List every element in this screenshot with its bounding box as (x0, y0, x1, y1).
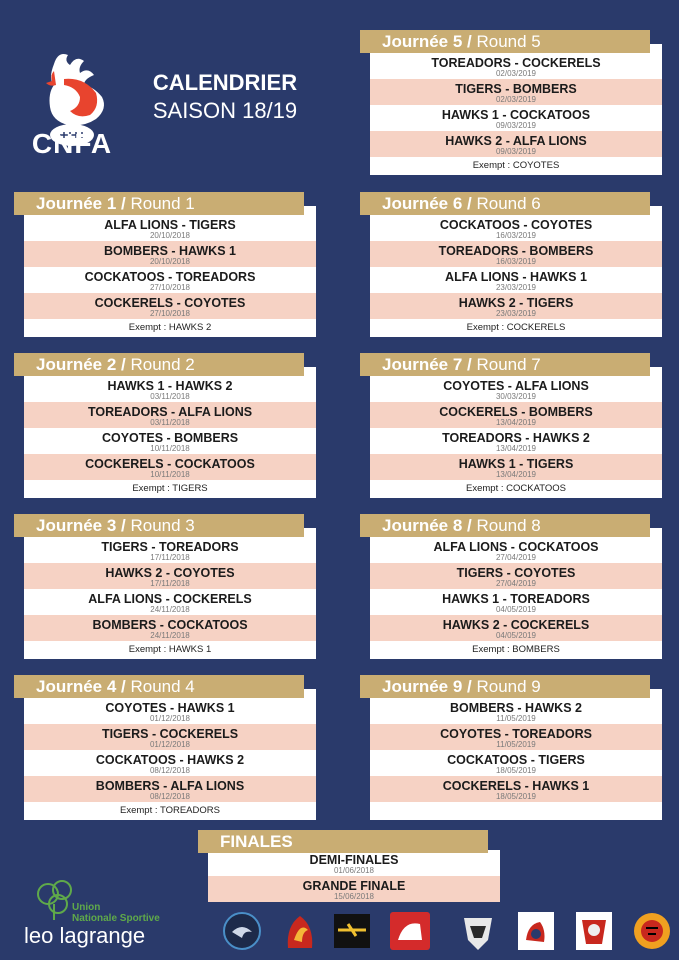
match-label: BOMBERS - ALFA LIONS (95, 779, 245, 793)
header-separator: / (462, 194, 477, 213)
match-row (370, 615, 662, 641)
match-date: 10/11/2018 (150, 444, 190, 453)
match-label: TIGERS - COYOTES (456, 566, 576, 580)
match-date: 01/12/2018 (149, 714, 191, 723)
match-date: 27/04/2019 (495, 579, 537, 588)
match-label: HAWKS 2 - TIGERS (458, 296, 574, 310)
finales-header: FINALES (198, 830, 488, 853)
match-label: ALFA LIONS - TIGERS (104, 218, 236, 232)
round-body (370, 367, 662, 498)
round-label: Round 5 (476, 32, 541, 51)
header-separator: / (462, 32, 477, 51)
finales-body (208, 850, 500, 902)
match-row (370, 724, 662, 750)
match-label: HAWKS 1 - HAWKS 2 (107, 379, 233, 393)
match-row (24, 589, 316, 615)
match-row (24, 750, 316, 776)
match-date: 23/03/2019 (495, 309, 537, 318)
match-row (24, 454, 316, 480)
match-label: HAWKS 2 - ALFA LIONS (445, 134, 587, 148)
match-row (24, 724, 316, 750)
round-body (370, 206, 662, 337)
match-label: HAWKS 2 - COYOTES (105, 566, 235, 580)
journee-label: Journée 3 (36, 516, 117, 535)
round-header (14, 192, 304, 215)
coyotes-club-logo-icon (280, 910, 320, 952)
match-row (24, 241, 316, 267)
ull-line2: Nationale Sportive (72, 913, 160, 924)
match-label: COCKATOOS - TOREADORS (84, 270, 256, 284)
round-label: Round 4 (130, 677, 195, 696)
match-date: 02/03/2019 (495, 69, 537, 78)
tigers-club-logo-icon (632, 910, 672, 952)
match-label: TOREADORS - BOMBERS (438, 244, 594, 258)
match-row (24, 776, 316, 802)
journee-label: Journée 7 (382, 355, 463, 374)
match-label: COCKATOOS - TIGERS (447, 753, 585, 767)
match-date: 09/03/2019 (495, 121, 537, 130)
match-label: COYOTES - BOMBERS (101, 431, 239, 445)
round-body (370, 689, 662, 820)
exempt-label: Exempt : HAWKS 2 (128, 322, 212, 333)
match-row (370, 376, 662, 402)
exempt-label: Exempt : TIGERS (132, 483, 208, 494)
finale-row (208, 876, 500, 902)
match-row (370, 698, 662, 724)
exempt-label: Exempt : COCKATOOS (466, 483, 566, 494)
round-label: Round 8 (476, 516, 541, 535)
round-label: Round 9 (476, 677, 541, 696)
match-label: TOREADORS - ALFA LIONS (87, 405, 253, 419)
match-row (24, 615, 316, 641)
match-row (370, 293, 662, 319)
match-date: 16/03/2019 (495, 257, 537, 266)
match-row (370, 105, 662, 131)
round-header (14, 675, 304, 698)
club-logos (220, 910, 675, 956)
exempt-label: Exempt : COCKERELS (466, 322, 566, 333)
match-row (370, 79, 662, 105)
match-row (370, 267, 662, 293)
header-separator: / (116, 516, 131, 535)
match-label: TOREADORS - COCKERELS (431, 56, 601, 70)
page-title: CALENDRIER (152, 70, 298, 95)
match-row (370, 563, 662, 589)
round-header (360, 30, 650, 53)
journee-label: Journée 5 (382, 32, 463, 51)
journee-label: Journée 1 (36, 194, 117, 213)
match-label: COYOTES - TOREADORS (440, 727, 592, 741)
match-date: 13/04/2019 (495, 418, 537, 427)
round-header (360, 675, 650, 698)
match-date: 11/05/2019 (496, 740, 536, 749)
match-label: TIGERS - COCKERELS (101, 727, 239, 741)
match-row (370, 454, 662, 480)
header-separator: / (116, 355, 131, 374)
header-separator: / (462, 677, 477, 696)
match-row (370, 215, 662, 241)
exempt-label: Exempt : TOREADORS (120, 805, 220, 816)
match-row (370, 750, 662, 776)
round-label: Round 7 (476, 355, 541, 374)
match-label: COCKERELS - BOMBERS (439, 405, 593, 419)
match-label: TOREADORS - HAWKS 2 (442, 431, 590, 445)
match-row (370, 241, 662, 267)
match-row (370, 402, 662, 428)
match-date: 04/05/2019 (495, 631, 537, 640)
match-label: COCKERELS - HAWKS 1 (442, 779, 590, 793)
match-date: 02/03/2019 (495, 95, 537, 104)
ull-name: leo lagrange (24, 923, 146, 948)
header-separator: / (116, 194, 131, 213)
match-label: DEMI-FINALES (309, 853, 399, 867)
exempt-label: Exempt : HAWKS 1 (128, 644, 212, 655)
match-label: GRANDE FINALE (302, 879, 406, 893)
match-label: BOMBERS - COCKATOOS (92, 618, 248, 632)
match-date: 30/03/2019 (495, 392, 537, 401)
match-date: 08/12/2018 (149, 792, 191, 801)
journee-label: Journée 4 (36, 677, 117, 696)
match-label: TIGERS - TOREADORS (101, 540, 239, 554)
match-label: COCKATOOS - COYOTES (439, 218, 593, 232)
match-row (24, 402, 316, 428)
round-label: Round 2 (130, 355, 195, 374)
round-label: Round 6 (476, 194, 541, 213)
match-date: 08/12/2018 (149, 766, 191, 775)
match-label: ALFA LIONS - COCKERELS (88, 592, 252, 606)
match-date: 13/04/2019 (495, 444, 537, 453)
cnfa-logo-text: CNFA (31, 128, 113, 159)
round-header (360, 192, 650, 215)
match-label: COYOTES - ALFA LIONS (443, 379, 589, 393)
round-body (24, 528, 316, 659)
match-label: COCKERELS - COYOTES (94, 296, 246, 310)
cockerels-club-logo-icon (516, 910, 556, 952)
match-row (370, 53, 662, 79)
header-separator: / (462, 516, 477, 535)
match-date: 10/11/2018 (150, 470, 190, 479)
match-label: ALFA LIONS - HAWKS 1 (445, 270, 587, 284)
journee-label: Journée 6 (382, 194, 463, 213)
toreadors-club-logo-icon (574, 910, 614, 952)
header-separator: / (462, 355, 477, 374)
match-row (24, 698, 316, 724)
toulouse-hawks-club-logo-icon (458, 910, 498, 952)
match-label: HAWKS 2 - COCKERELS (442, 618, 590, 632)
match-row (24, 537, 316, 563)
round-label: Round 3 (130, 516, 195, 535)
exempt-label: Exempt : BOMBERS (472, 644, 560, 655)
match-date: 24/11/2018 (150, 631, 190, 640)
round-label: Round 1 (130, 194, 195, 213)
match-row (24, 376, 316, 402)
ull-line1: Union (72, 902, 101, 913)
match-row (370, 428, 662, 454)
match-date: 03/11/2018 (150, 392, 190, 401)
match-date: 23/03/2019 (495, 283, 537, 292)
match-date: 17/11/2018 (150, 553, 190, 562)
season-subtitle: SAISON 18/19 (152, 98, 298, 123)
match-label: BOMBERS - HAWKS 2 (450, 701, 582, 715)
match-date: 01/12/2018 (149, 740, 191, 749)
match-date: 27/04/2019 (495, 553, 537, 562)
lions-club-logo-icon (390, 910, 430, 952)
match-date: 24/11/2018 (150, 605, 190, 614)
match-date: 20/10/2018 (149, 231, 191, 240)
match-label: HAWKS 1 - COCKATOOS (441, 108, 591, 122)
match-date: 16/03/2019 (495, 231, 537, 240)
round-header (14, 514, 304, 537)
bx-bombers-club-logo-icon (332, 910, 372, 952)
journee-label: Journée 2 (36, 355, 117, 374)
match-row (24, 267, 316, 293)
match-row (24, 563, 316, 589)
journee-label: Journée 8 (382, 516, 463, 535)
round-header (14, 353, 304, 376)
match-label: HAWKS 1 - TIGERS (458, 457, 574, 471)
match-date: 20/10/2018 (149, 257, 191, 266)
match-date: 01/06/2018 (333, 866, 375, 875)
exempt-label: Exempt : COYOTES (472, 160, 560, 171)
match-label: COCKERELS - COCKATOOS (85, 457, 255, 471)
hawks-club-logo-icon (222, 910, 262, 952)
round-body (370, 44, 662, 175)
match-date: 13/04/2019 (495, 470, 537, 479)
match-date: 18/05/2019 (495, 792, 537, 801)
match-row (24, 293, 316, 319)
match-date: 09/03/2019 (495, 147, 537, 156)
journee-label: Journée 9 (382, 677, 463, 696)
match-label: BOMBERS - HAWKS 1 (104, 244, 236, 258)
match-label: TIGERS - BOMBERS (455, 82, 577, 96)
match-date: 17/11/2018 (150, 579, 190, 588)
match-date: 27/10/2018 (149, 283, 191, 292)
match-row (370, 131, 662, 157)
round-body (370, 528, 662, 659)
round-body (24, 689, 316, 820)
round-header (360, 353, 650, 376)
finale-row (208, 850, 500, 876)
match-label: ALFA LIONS - COCKATOOS (433, 540, 599, 554)
match-date: 03/11/2018 (150, 418, 190, 427)
match-date: 27/10/2018 (149, 309, 191, 318)
round-header (360, 514, 650, 537)
match-date: 15/06/2018 (333, 892, 375, 901)
match-date: 11/05/2019 (496, 714, 536, 723)
match-row (24, 428, 316, 454)
header-separator: / (116, 677, 131, 696)
match-row (370, 589, 662, 615)
match-row (370, 537, 662, 563)
match-row (370, 776, 662, 802)
match-date: 18/05/2019 (495, 766, 537, 775)
match-date: 04/05/2019 (495, 605, 537, 614)
match-row (24, 215, 316, 241)
round-body (24, 206, 316, 337)
match-label: HAWKS 1 - TOREADORS (442, 592, 590, 606)
round-body (24, 367, 316, 498)
exempt-label (370, 802, 662, 820)
match-label: COYOTES - HAWKS 1 (105, 701, 235, 715)
match-label: COCKATOOS - HAWKS 2 (95, 753, 245, 767)
